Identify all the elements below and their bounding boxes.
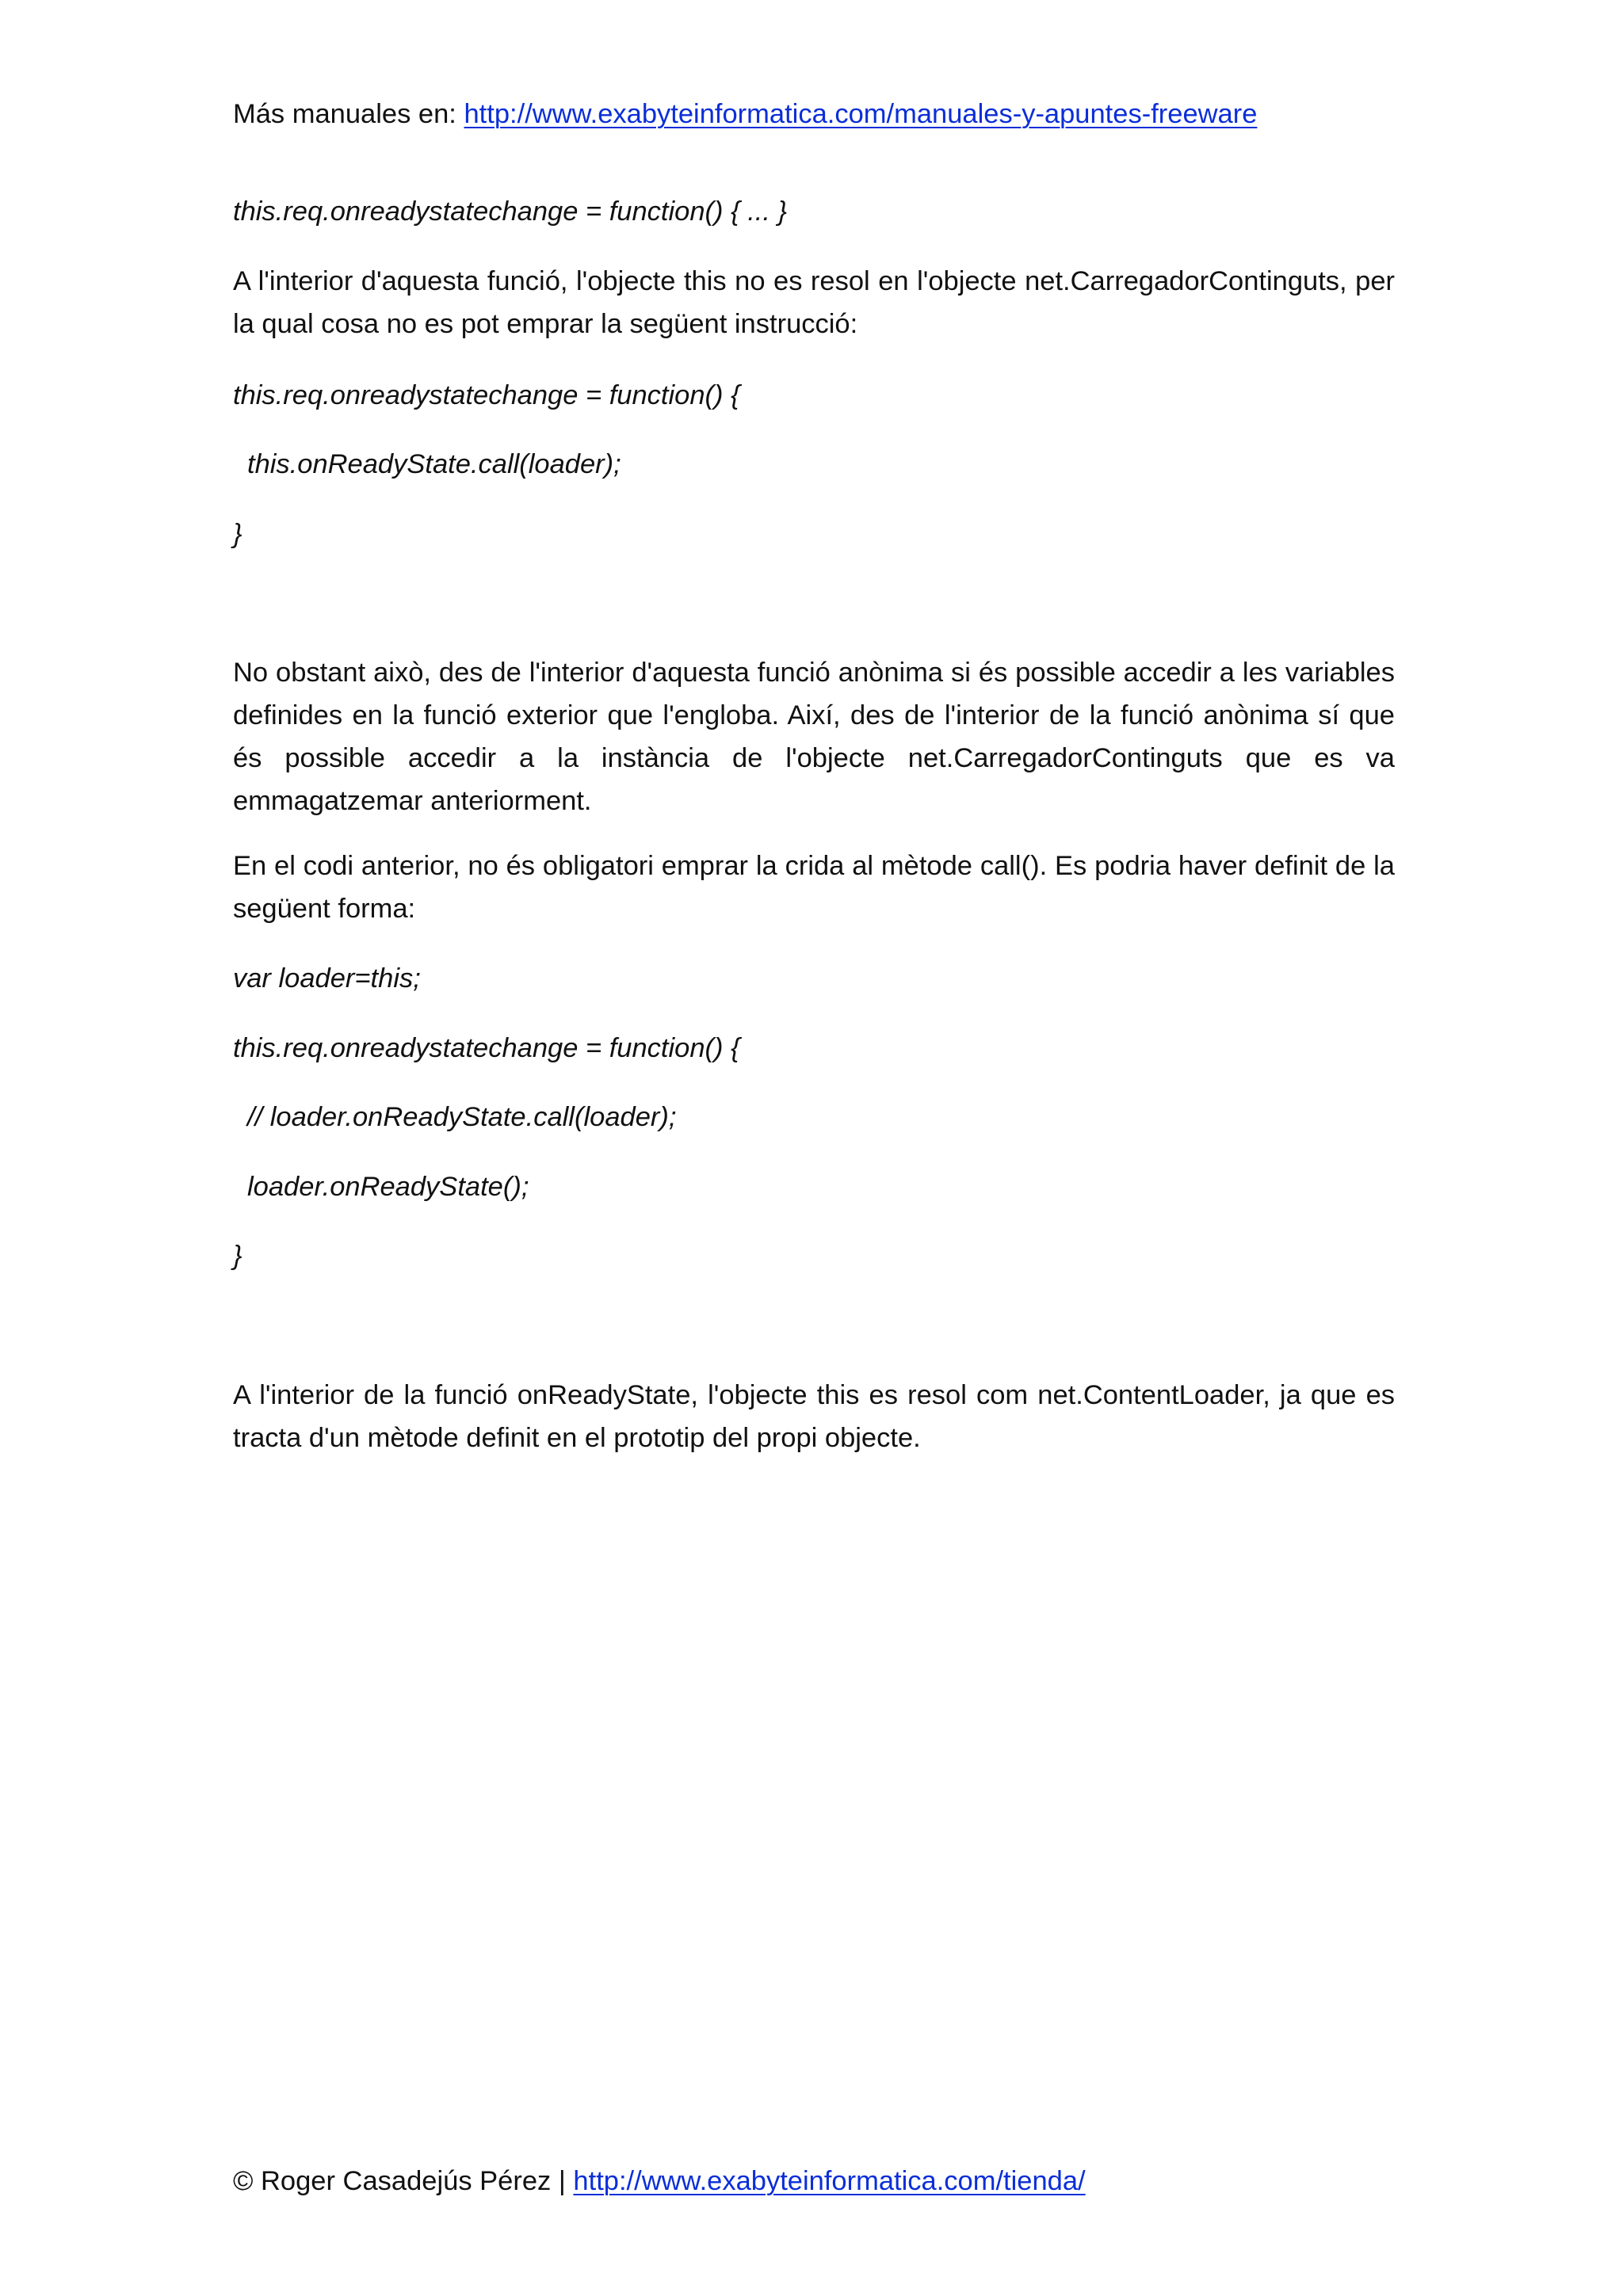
- code-line: }: [233, 1241, 242, 1271]
- paragraph: En el codi anterior, no és obligatori emprar la crida al mètode call(). Es podria haver definit de la següent forma:: [233, 851, 1395, 924]
- code-line: var loader=this;: [233, 963, 421, 994]
- document-page: [233, 0, 1395, 2296]
- paragraph: A l'interior d'aquesta funció, l'objecte this no es resol en l'objecte net.CarregadorContinguts, per la qual cosa no es pot emprar la següent instrucció:: [233, 266, 1395, 339]
- header-prefix: Más manuales en:: [233, 99, 464, 129]
- code-line: this.req.onreadystatechange = function() {: [233, 380, 740, 410]
- footer-link[interactable]: http://www.exabyteinformatica.com/tienda/: [573, 2166, 1086, 2196]
- paragraph: No obstant això, des de l'interior d'aquesta funció anònima si és possible accedir a les variables definides en la funció exterior que l'engloba. Així, des de l'interior de la funció anònima sí que és possible accedir a la instància de l'objecte net.CarregadorContinguts que es va emmagatzemar anteriorment.: [233, 658, 1395, 816]
- code-line: this.req.onreadystatechange = function() {: [233, 1033, 740, 1063]
- code-line: this.onReadyState.call(loader);: [247, 449, 621, 479]
- header-link[interactable]: http://www.exabyteinformatica.com/manuales-y-apuntes-freeware: [464, 99, 1258, 129]
- page-header: [233, 93, 1395, 135]
- paragraph: A l'interior de la funció onReadyState, l'objecte this es resol com net.ContentLoader, ja que es tracta d'un mètode definit en el prototip del propi objecte.: [233, 1380, 1395, 1453]
- code-line: loader.onReadyState();: [247, 1172, 529, 1202]
- code-line: // loader.onReadyState.call(loader);: [247, 1102, 677, 1132]
- page-footer: [233, 2160, 1395, 2203]
- code-line: }: [233, 519, 242, 549]
- code-line: this.req.onreadystatechange = function() { ... }: [233, 196, 788, 227]
- footer-prefix: © Roger Casadejús Pérez |: [233, 2166, 574, 2196]
